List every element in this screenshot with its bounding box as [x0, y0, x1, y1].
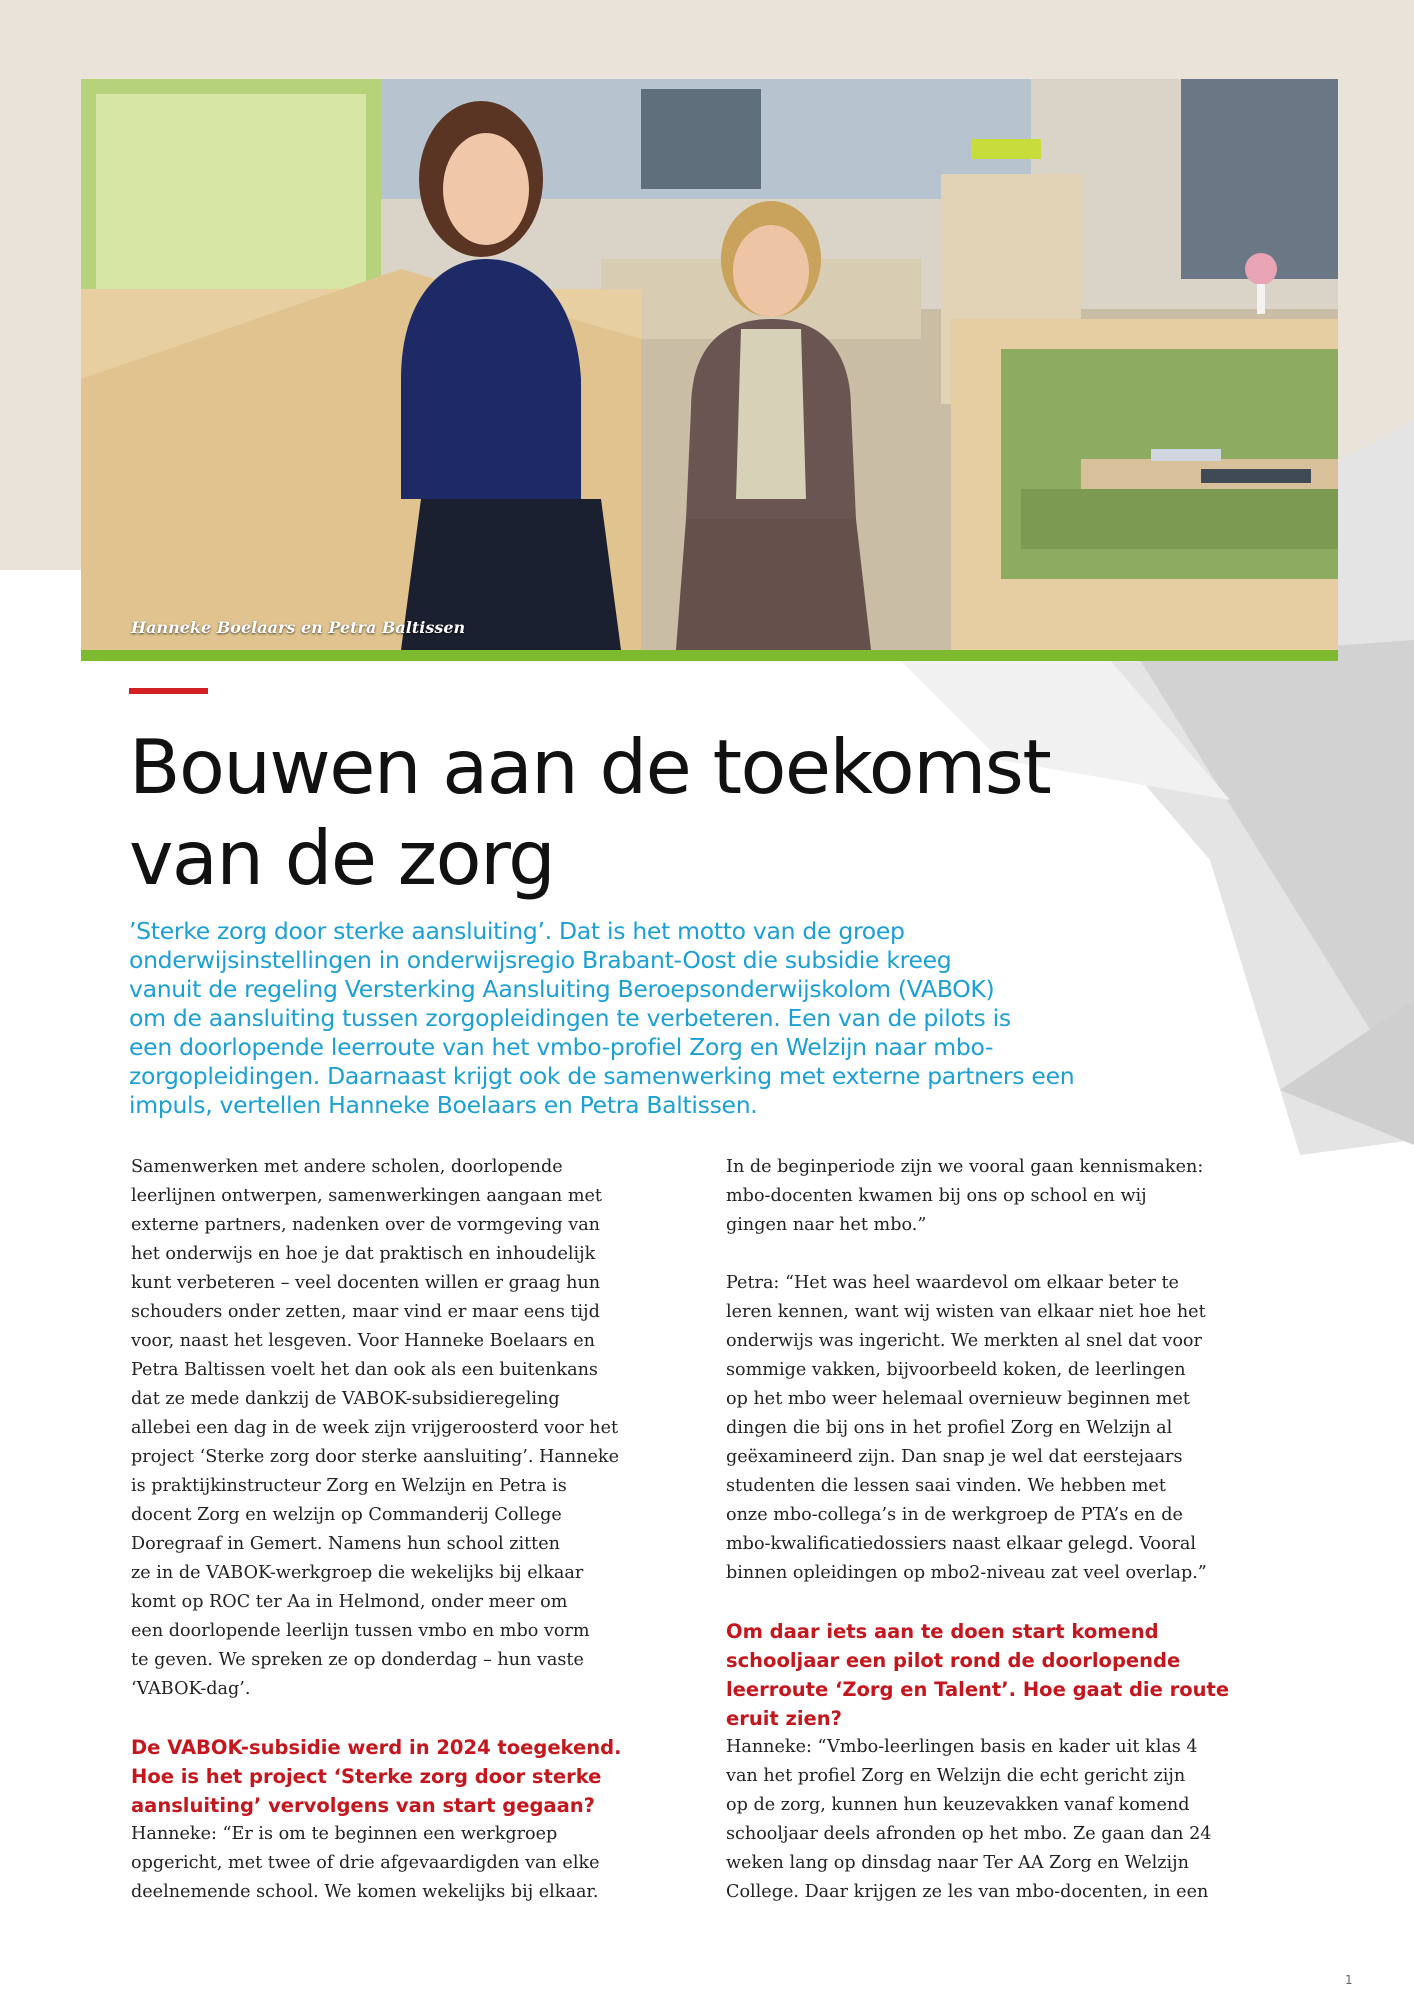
question-line: Hoe is het project ‘Sterke zorg door sterke	[131, 1765, 602, 1788]
text-line: College. Daar krijgen ze les van mbo-docenten, in een	[726, 1882, 1209, 1902]
hero-photo	[81, 79, 1338, 650]
intro-line: vanuit de regeling Versterking Aansluiting Beroepsonderwijskolom (VABOK)	[129, 975, 995, 1003]
text-line: project ‘Sterke zorg door sterke aansluiting’. Hanneke	[131, 1447, 619, 1467]
right-paragraph-3	[726, 1733, 1291, 1907]
text-line: het onderwijs en hoe je dat praktisch en inhoudelijk	[131, 1244, 596, 1264]
headline-line: van de zorg	[129, 814, 555, 902]
intro-line: een doorlopende leerroute van het vmbo-profiel Zorg en Welzijn naar mbo-	[129, 1033, 994, 1061]
text-line: gingen naar het mbo.”	[726, 1215, 927, 1235]
text-line: opgericht, met twee of drie afgevaardigden van elke	[131, 1853, 600, 1873]
red-accent-rule	[129, 688, 208, 694]
right-column	[726, 1153, 1291, 1907]
text-line: Hanneke: “Vmbo-leerlingen basis en kader uit klas 4	[726, 1737, 1198, 1757]
text-line: leerlijnen ontwerpen, samenwerkingen aangaan met	[131, 1186, 602, 1206]
interview-question	[131, 1733, 696, 1820]
question-line: aansluiting’ vervolgens van start gegaan?	[131, 1794, 595, 1817]
text-line: allebei een dag in de week zijn vrijgeroosterd voor het	[131, 1418, 619, 1438]
question-line: leerroute ‘Zorg en Talent’. Hoe gaat die route	[726, 1678, 1230, 1701]
intro-line: onderwijsinstellingen in onderwijsregio Brabant-Oost die subsidie kreeg	[129, 946, 952, 974]
left-paragraph-2	[131, 1820, 696, 1907]
interview-question	[726, 1617, 1291, 1733]
text-line: mbo-kwalificatiedossiers naast elkaar gelegd. Vooral	[726, 1534, 1197, 1554]
text-line: schooljaar deels afronden op het mbo. Ze gaan dan 24	[726, 1824, 1212, 1844]
text-line: dingen die bij ons in het profiel Zorg en Welzijn al	[726, 1418, 1173, 1438]
text-line: ze in de VABOK-werkgroep die wekelijks bij elkaar	[131, 1563, 584, 1583]
text-line: weken lang op dinsdag naar Ter AA Zorg en Welzijn	[726, 1853, 1189, 1873]
paragraph-gap	[726, 1240, 1291, 1269]
question-line: De VABOK-subsidie werd in 2024 toegekend.	[131, 1736, 622, 1759]
text-line: van het profiel Zorg en Welzijn die echt gericht zijn	[726, 1766, 1186, 1786]
text-line: kunt verbeteren – veel docenten willen er graag hun	[131, 1273, 601, 1293]
article-intro	[129, 917, 1289, 1120]
question-line: eruit zien?	[726, 1707, 842, 1730]
intro-line: impuls, vertellen Hanneke Boelaars en Petra Baltissen.	[129, 1091, 758, 1119]
right-paragraph-2	[726, 1269, 1291, 1588]
text-line: schouders onder zetten, maar vind er maar eens tijd	[131, 1302, 600, 1322]
paragraph-gap	[131, 1704, 696, 1733]
intro-line: om de aansluiting tussen zorgopleidingen te verbeteren. Een van de pilots is	[129, 1004, 1011, 1032]
text-line: leren kennen, want wij wisten van elkaar niet hoe het	[726, 1302, 1206, 1322]
intro-line: zorgopleidingen. Daarnaast krijgt ook de samenwerking met externe partners een	[129, 1062, 1075, 1090]
text-line: docent Zorg en welzijn op Commanderij College	[131, 1505, 562, 1525]
green-accent-bar	[81, 650, 1338, 661]
text-line: Petra: “Het was heel waardevol om elkaar beter te	[726, 1273, 1179, 1293]
text-line: ‘VABOK-dag’.	[131, 1679, 251, 1699]
text-line: onze mbo-collega’s in de werkgroep de PTA’s en de	[726, 1505, 1183, 1525]
text-line: Hanneke: “Er is om te beginnen een werkgroep	[131, 1824, 558, 1844]
text-line: deelnemende school. We komen wekelijks bij elkaar.	[131, 1882, 599, 1902]
photo-illustration	[81, 79, 1338, 650]
text-line: studenten die lessen saai vinden. We hebben met	[726, 1476, 1166, 1496]
left-paragraph-1	[131, 1153, 696, 1704]
headline-line: Bouwen aan de toekomst	[129, 723, 1051, 811]
question-line: Om daar iets aan te doen start komend	[726, 1620, 1159, 1643]
text-line: voor, naast het lesgeven. Voor Hanneke Boelaars en	[131, 1331, 595, 1351]
text-line: dat ze mede dankzij de VABOK-subsidieregeling	[131, 1389, 560, 1409]
question-line: schooljaar een pilot rond de doorlopende	[726, 1649, 1181, 1672]
text-line: sommige vakken, bijvoorbeeld koken, de leerlingen	[726, 1360, 1186, 1380]
article-headline	[129, 722, 1279, 904]
paragraph-gap	[726, 1588, 1291, 1617]
text-line: geëxamineerd zijn. Dan snap je wel dat eerstejaars	[726, 1447, 1183, 1467]
text-line: mbo-docenten kwamen bij ons op school en wij	[726, 1186, 1147, 1206]
right-paragraph-1	[726, 1153, 1291, 1240]
text-line: onderwijs was ingericht. We merkten al snel dat voor	[726, 1331, 1202, 1351]
left-column	[131, 1153, 696, 1907]
intro-line: ’Sterke zorg door sterke aansluiting’. Dat is het motto van de groep	[129, 917, 905, 945]
text-line: Samenwerken met andere scholen, doorlopende	[131, 1157, 563, 1177]
text-line: is praktijkinstructeur Zorg en Welzijn en Petra is	[131, 1476, 567, 1496]
text-line: komt op ROC ter Aa in Helmond, onder meer om	[131, 1592, 568, 1612]
text-line: externe partners, nadenken over de vormgeving van	[131, 1215, 601, 1235]
text-line: op het mbo weer helemaal overnieuw beginnen met	[726, 1389, 1190, 1409]
text-line: een doorlopende leerlijn tussen vmbo en mbo vorm	[131, 1621, 590, 1641]
photo-caption: Hanneke Boelaars en Petra Baltissen	[131, 618, 466, 637]
page-number: 1	[1345, 1973, 1353, 1987]
text-line: te geven. We spreken ze op donderdag – hun vaste	[131, 1650, 584, 1670]
text-line: binnen opleidingen op mbo2-niveau zat veel overlap.”	[726, 1563, 1207, 1583]
text-line: In de beginperiode zijn we vooral gaan kennismaken:	[726, 1157, 1204, 1177]
text-line: op de zorg, kunnen hun keuzevakken vanaf komend	[726, 1795, 1190, 1815]
text-line: Petra Baltissen voelt het dan ook als een buitenkans	[131, 1360, 598, 1380]
text-line: Doregraaf in Gemert. Namens hun school zitten	[131, 1534, 560, 1554]
